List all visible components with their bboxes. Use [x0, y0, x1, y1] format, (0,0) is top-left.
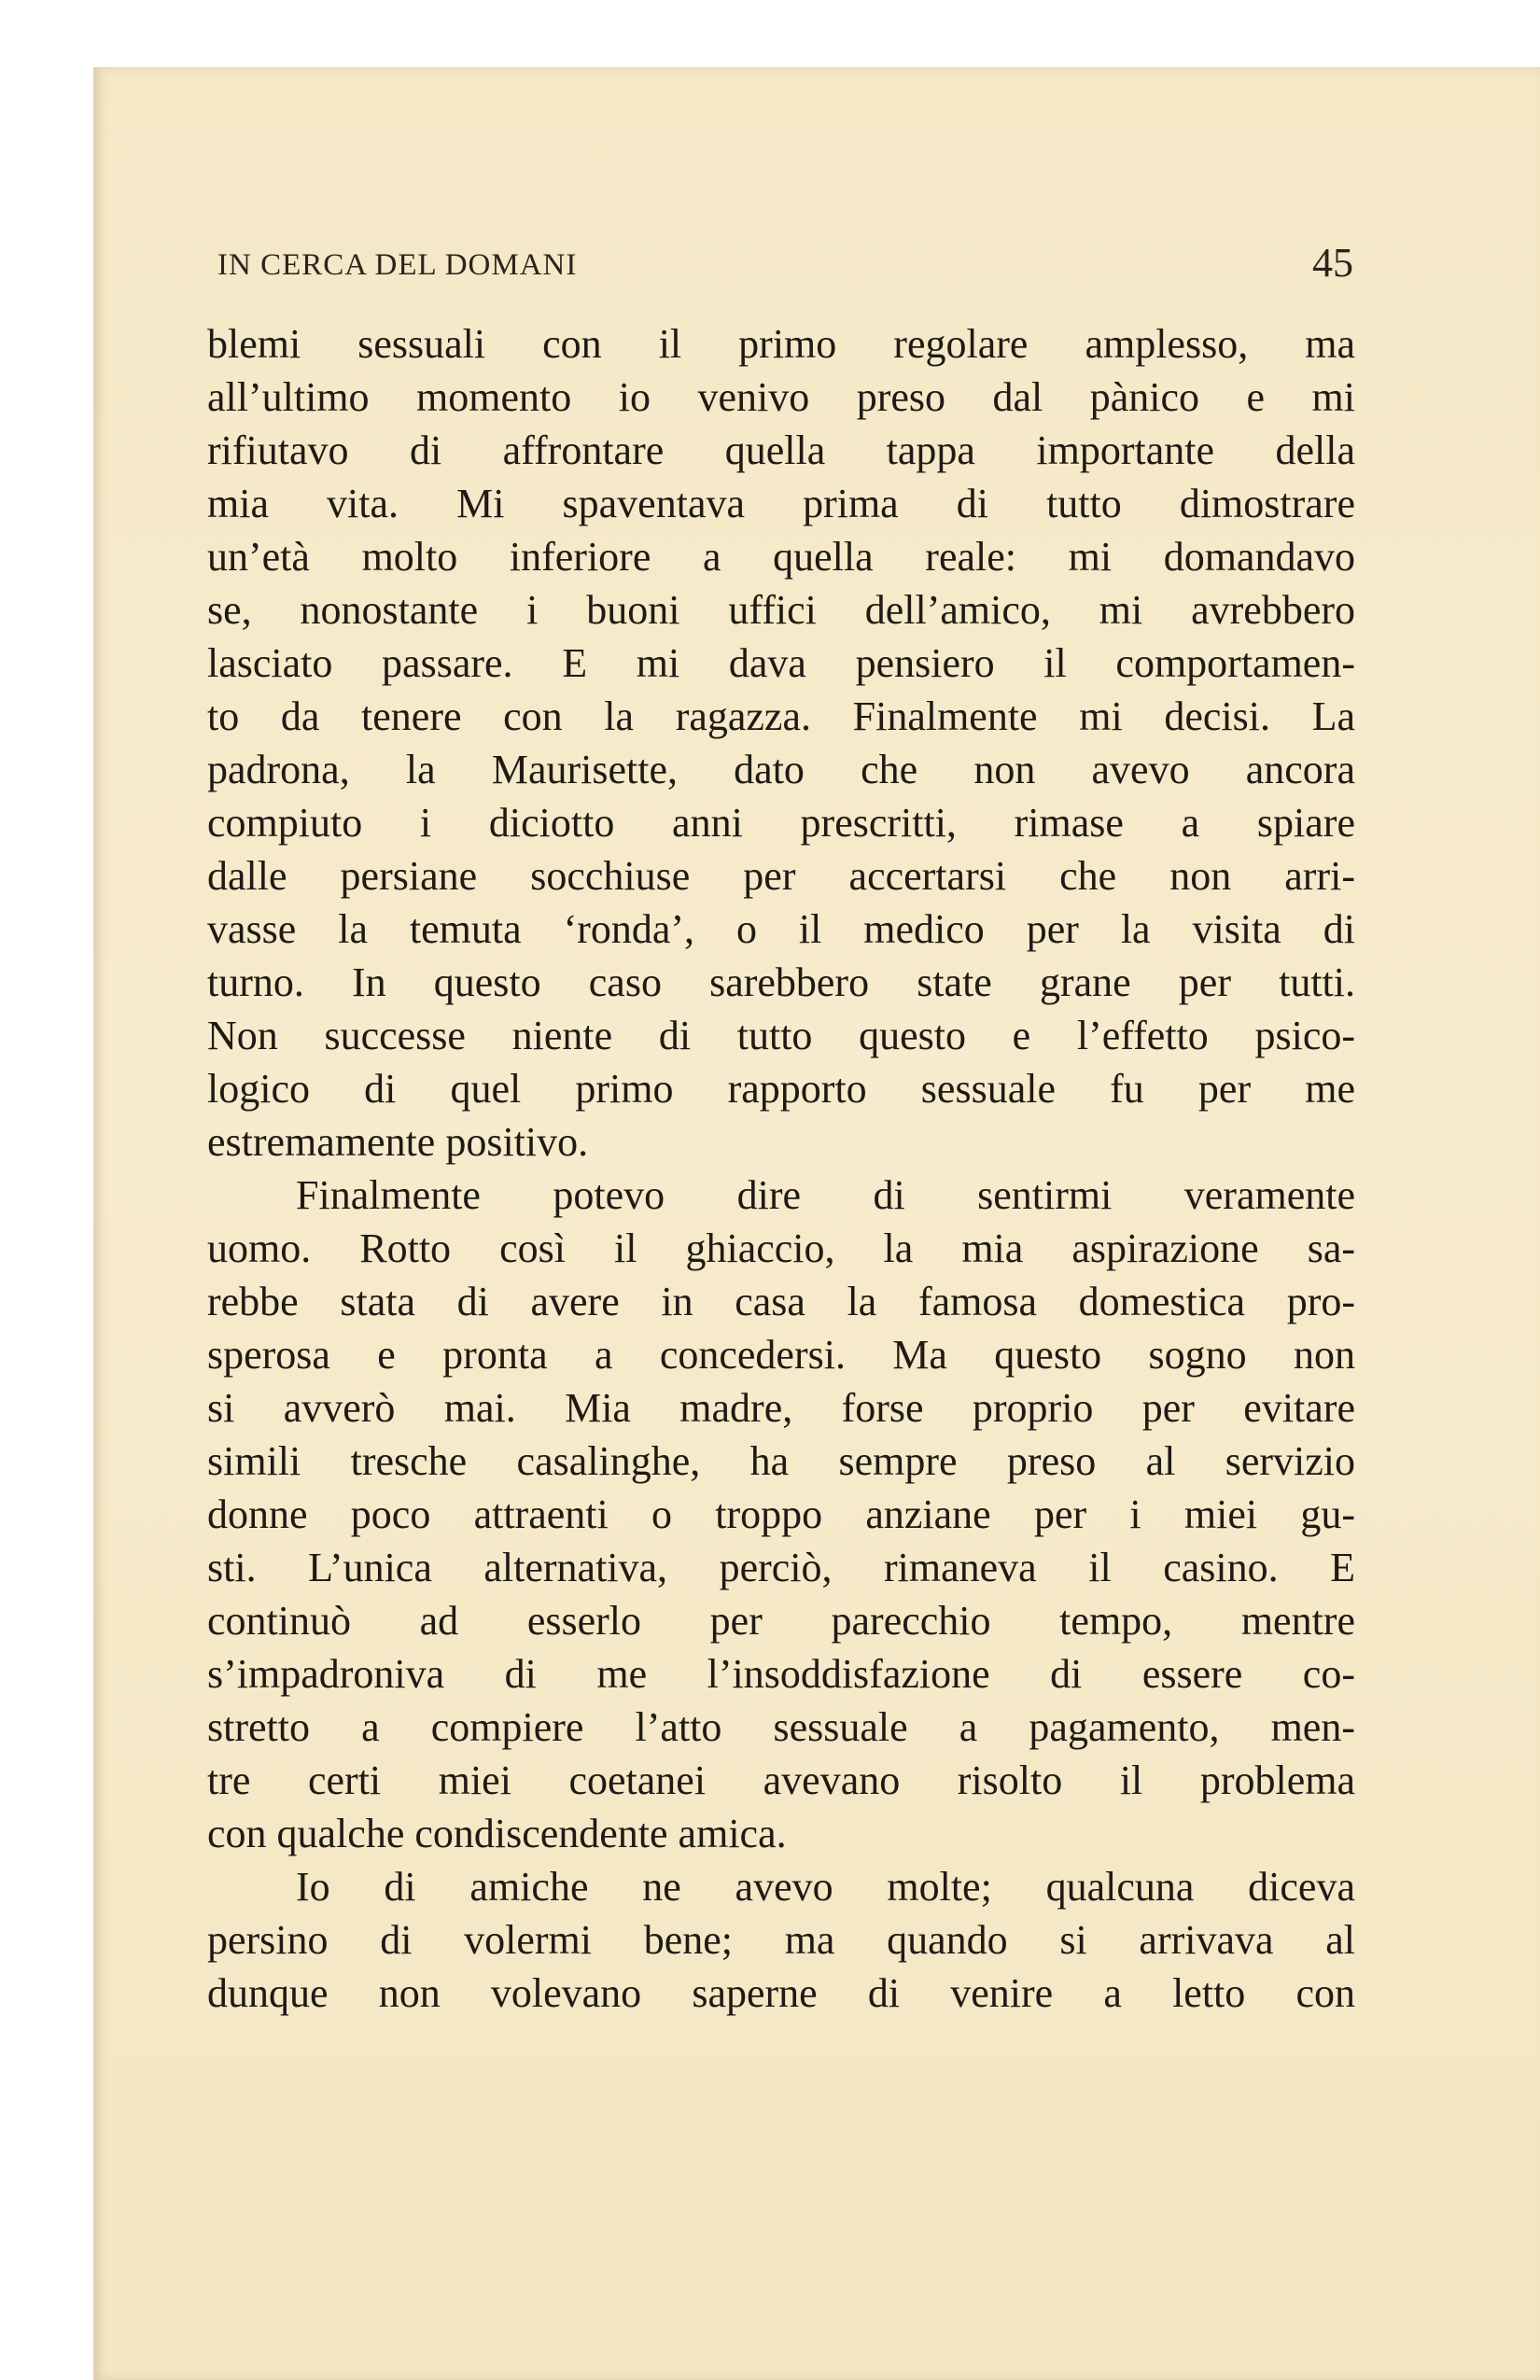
paragraph-start-line: Io di amiche ne avevo molte; qualcuna diceva	[296, 1864, 1355, 1910]
text-line: blemi sessuali con il primo regolare amplesso, ma	[207, 321, 1355, 367]
text-line: dalle persiane socchiuse per accertarsi che non arri-	[207, 853, 1355, 899]
page-number: 45	[1312, 240, 1353, 286]
running-head: IN CERCA DEL DOMANI	[217, 248, 578, 282]
page-header	[217, 222, 1353, 287]
text-line: uomo. Rotto così il ghiaccio, la mia aspirazione sa-	[207, 1225, 1355, 1271]
text-line: lasciato passare. E mi dava pensiero il comportamen-	[207, 640, 1355, 686]
text-line: mia vita. Mi spaventava prima di tutto dimostrare	[207, 481, 1355, 526]
text-line: se, nonostante i buoni uffici dell’amico, mi avrebbero	[207, 587, 1355, 633]
text-line: un’età molto inferiore a quella reale: mi domandavo	[207, 534, 1355, 580]
text-line: rifiutavo di affrontare quella tappa importante della	[207, 427, 1355, 473]
text-line: compiuto i diciotto anni prescritti, rimase a spiare	[207, 800, 1355, 846]
paragraph-end-line: estremamente positivo.	[207, 1119, 589, 1165]
text-line: all’ultimo momento io venivo preso dal pànico e mi	[207, 374, 1355, 420]
text-line: simili tresche casalinghe, ha sempre preso al servizio	[207, 1438, 1355, 1484]
text-line: Non successe niente di tutto questo e l’effetto psico-	[207, 1013, 1355, 1058]
text-line: turno. In questo caso sarebbero state grane per tutti.	[207, 959, 1355, 1005]
text-line: vasse la temuta ‘ronda’, o il medico per la visita di	[207, 906, 1355, 952]
text-line: stretto a compiere l’atto sessuale a pagamento, men-	[207, 1704, 1355, 1750]
text-line: to da tenere con la ragazza. Finalmente mi decisi. La	[207, 693, 1355, 739]
text-line: donne poco attraenti o troppo anziane per i miei gu-	[207, 1491, 1355, 1537]
text-line: sperosa e pronta a concedersi. Ma questo sogno non	[207, 1332, 1355, 1378]
text-line: sti. L’unica alternativa, perciò, rimaneva il casino. E	[207, 1545, 1355, 1590]
paragraph-start-line: Finalmente potevo dire di sentirmi veramente	[296, 1172, 1355, 1218]
paragraph-end-line: con qualche condiscendente amica.	[207, 1811, 787, 1856]
text-line: dunque non volevano saperne di venire a letto con	[207, 1970, 1355, 2016]
text-line: continuò ad esserlo per parecchio tempo, mentre	[207, 1598, 1355, 1644]
text-line: tre certi miei coetanei avevano risolto il problema	[207, 1757, 1355, 1803]
text-line: logico di quel primo rapporto sessuale fu per me	[207, 1066, 1355, 1112]
text-line: s’impadroniva di me l’insoddisfazione di essere co-	[207, 1651, 1355, 1697]
text-line: persino di volermi bene; ma quando si arrivava al	[207, 1917, 1355, 1963]
text-line: padrona, la Maurisette, dato che non avevo ancora	[207, 747, 1355, 792]
text-line: rebbe stata di avere in casa la famosa domestica pro-	[207, 1279, 1355, 1324]
text-line: si avverò mai. Mia madre, forse proprio per evitare	[207, 1385, 1355, 1431]
body-text	[207, 317, 1355, 2020]
